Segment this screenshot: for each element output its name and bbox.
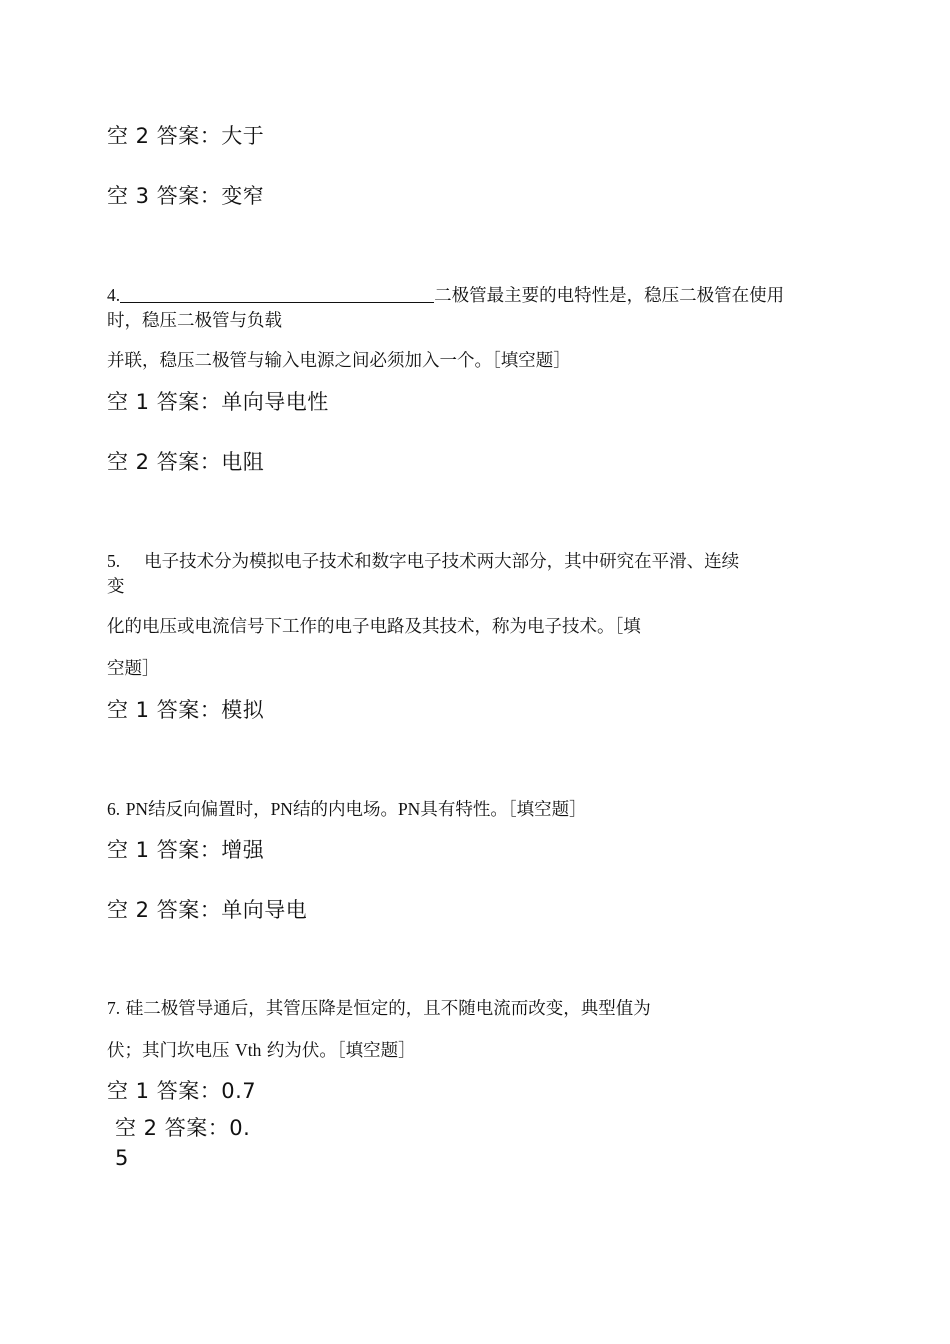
q7-text-2b: 约为伏。［填空题］ [266,1041,416,1061]
q4-answer-2: 空 2 答案：电阻 [107,450,265,474]
q7-line-2 [107,1037,416,1062]
q7-line-1 [107,995,651,1020]
q4-blank [120,282,434,303]
q6-line-1 [107,796,587,821]
q5-number: 5. [107,551,121,571]
q7-text-1: 硅二极管导通后，其管压降是恒定的，且不随电流而改变，典型值为 [125,999,651,1019]
q6-text-2: 结的内电场。 [292,800,398,820]
q5-line-3: 化的电压或电流信号下工作的电子电路及其技术，称为电子技术。［填 [107,617,641,637]
q4-text-1: 二极管最主要的电特性是，稳压二极管在使用 [434,286,785,306]
q4-line-3: 并联，稳压二极管与输入电源之间必须加入一个。［填空题］ [107,351,571,371]
q7-text-2a: 伏；其门坎电压 [107,1041,230,1061]
q3-answer-2: 空 2 答案：大于 [107,124,265,148]
q3-answer-3: 空 3 答案：变窄 [107,184,265,208]
q6-text-3: 具有特性。［填空题］ [420,800,587,820]
q7-answer-1: 空 1 答案：0.7 [107,1079,257,1103]
q4-line-1 [107,282,784,307]
q4-line-2: 时，稳压二极管与负载 [107,311,282,331]
q5-line-1 [107,548,739,573]
q7-answer-2-continued: 5 [115,1146,129,1170]
q5-line-4: 空题］ [107,659,160,679]
q4-number: 4. [107,285,121,305]
q6-text-1: 结反向偏置时， [148,800,271,820]
q7-number: 7. [107,998,121,1018]
q5-answer-1: 空 1 答案：模拟 [107,698,265,722]
q6-answer-1: 空 1 答案：增强 [107,838,265,862]
q5-text-1: 电子技术分为模拟电子技术和数字电子技术两大部分，其中研究在平滑、连续 [144,552,740,572]
q6-pn-3: PN [397,799,421,819]
q5-line-2: 变 [107,577,125,597]
q7-vth: Vth [235,1040,262,1060]
q6-pn-1: PN [125,799,149,819]
q6-pn-2: PN [270,799,293,819]
q4-answer-1: 空 1 答案：单向导电性 [107,390,329,414]
q6-answer-2: 空 2 答案：单向导电 [107,898,308,922]
q7-answer-2: 空 2 答案：0. [115,1116,251,1140]
q6-number: 6. [107,799,121,819]
